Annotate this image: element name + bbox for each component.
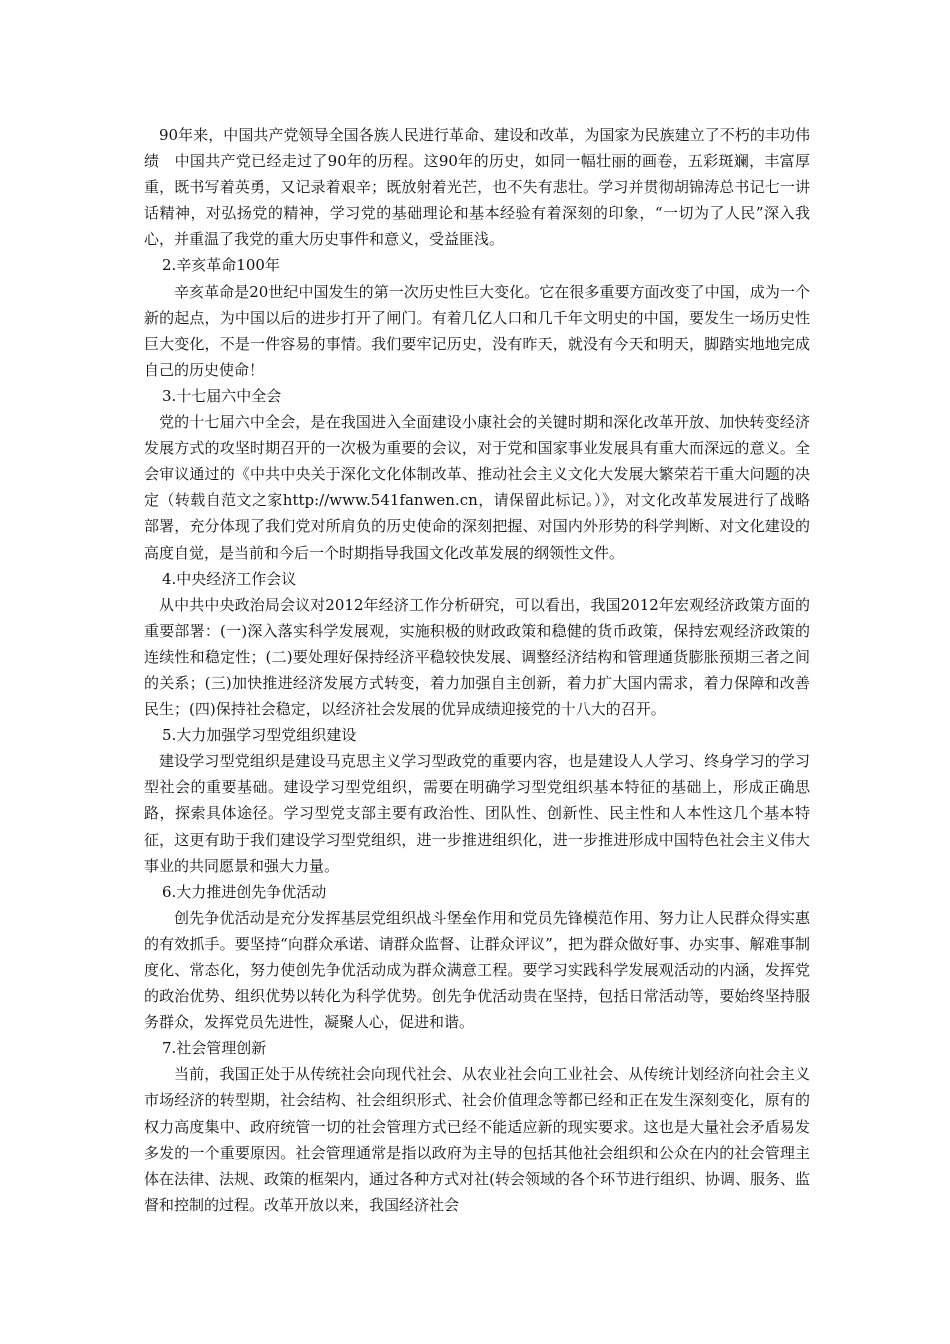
intro-paragraph: 90年来，中国共产党领导全国各族人民进行革命、建设和改革，为国家为民族建立了不朽的丰功伟绩 中国共产党已经走过了90年的历程。这90年的历史，如同一幅壮丽的画卷，五彩斑斓，丰富厚重，既书写着英勇，又记录着艰辛；既放射着光芒，也不失有悲壮。学习并贯彻胡锦涛总书记七一讲话精神，对弘扬党的精神，学习党的基础理论和基本经验有着深刻的印象，“一切为了人民”深入我心，并重温了我党的重大历史事件和意义，受益匪浅。 bbox=[144, 126, 810, 249]
section-heading-plenum: 3.十七届六中全会 bbox=[162, 386, 282, 405]
section-body-economic-conference: 从中共中央政治局会议对2012年经济工作分析研究，可以看出，我国2012年宏观经济政策方面的重要部署：(一)深入落实科学发展观，实施积极的财政政策和稳健的货币政策，保持宏观经济政策的连续性和稳定性；(二)要处理好保持经济平稳较快发展、调整经济结构和管理通货膨胀预期三者之间的关系；(三)加快推进经济发展方式转变，着力加强自主创新，着力扩大国内需求，着力保障和改善民生；(四)保持社会稳定，以经济社会发展的优异成绩迎接党的十八大的召开。 bbox=[144, 595, 810, 719]
section-heading-social-management: 7.社会管理创新 bbox=[162, 1039, 267, 1058]
section-body-excellence-campaign: 创先争优活动是充分发挥基层党组织战斗堡垒作用和党员先锋模范作用、努力让人民群众得实惠的有效抓手。要坚持“向群众承诺、请群众监督、让群众评议”，把为群众做好事、办实事、解难事制度化、常态化，努力使创先争优活动成为群众满意工程。要学习实践科学发展观活动的内涵，发挥党的政治优势、组织优势以转化为科学优势。创先争优活动贵在坚持，包括日常活动等，要始终坚持服务群众，发挥党员先进性，凝聚人心，促进和谐。 bbox=[144, 908, 810, 1032]
section-body-plenum: 党的十七届六中全会，是在我国进入全面建设小康社会的关键时期和深化改革开放、加快转变经济发展方式的攻坚时期召开的一次极为重要的会议，对于党和国家事业发展具有重大而深远的意义。全会审议通过的《中共中央关于深化文化体制改革、推动社会主义文化大发展大繁荣若干重大问题的决定（转载自范文之家http://www.541fanwen.cn，请保留此标记。）》，对文化改革发展进行了战略部署，充分体现了我们党对所肩负的历史使命的深刻把握、对国内外形势的科学判断、对文化建设的高度自觉，是当前和今后一个时期指导我国文化改革发展的纲领性文件。 bbox=[144, 413, 810, 562]
section-body-social-management: 当前，我国正处于从传统社会向现代社会、从农业社会向工业社会、从传统计划经济向社会主义市场经济的转型期，社会结构、社会组织形式、社会价值理念等都已经和正在发生深刻变化，原有的权力高度集中、政府统管一切的社会管理方式已经不能适应新的现实要求。这也是大量社会矛盾易发多发的一个重要原因。社会管理通常是指以政府为主导的包括其他社会组织和公众在内的社会管理主体在法律、法规、政策的框架内，通过各种方式对社(转会领域的各个环节进行组织、协调、服务、监督和控制的过程。改革开放以来，我国经济社会 bbox=[144, 1065, 810, 1214]
document-page bbox=[144, 122, 810, 1218]
section-heading-learning-party: 5.大力加强学习型党组织建设 bbox=[162, 726, 357, 745]
section-heading-xinhai: 2.辛亥革命100年 bbox=[162, 256, 280, 275]
section-heading-economic-conference: 4.中央经济工作会议 bbox=[162, 569, 297, 588]
section-body-learning-party: 建设学习型党组织是建设马克思主义学习型政党的重要内容，也是建设人人学习、终身学习的学习型社会的重要基础。建设学习型党组织，需要在明确学习型党组织基本特征的基础上，形成正确思路，探索具体途径。学习型党支部主要有政治性、团队性、创新性、民主性和人本性这几个基本特征，这更有助于我们建设学习型党组织，进一步推进组织化，进一步推进形成中国特色社会主义伟大事业的共同愿景和强大力量。 bbox=[144, 752, 810, 875]
section-body-xinhai: 辛亥革命是20世纪中国发生的第一次历史性巨大变化。它在很多重要方面改变了中国，成为一个新的起点，为中国以后的进步打开了闸门。有着几亿人口和几千年文明史的中国，要发生一场历史性巨大变化，不是一件容易的事情。我们要牢记历史，没有昨天，就没有今天和明天，脚踏实地地完成自己的历史使命！ bbox=[144, 282, 810, 379]
section-heading-excellence-campaign: 6.大力推进创先争优活动 bbox=[162, 882, 327, 901]
